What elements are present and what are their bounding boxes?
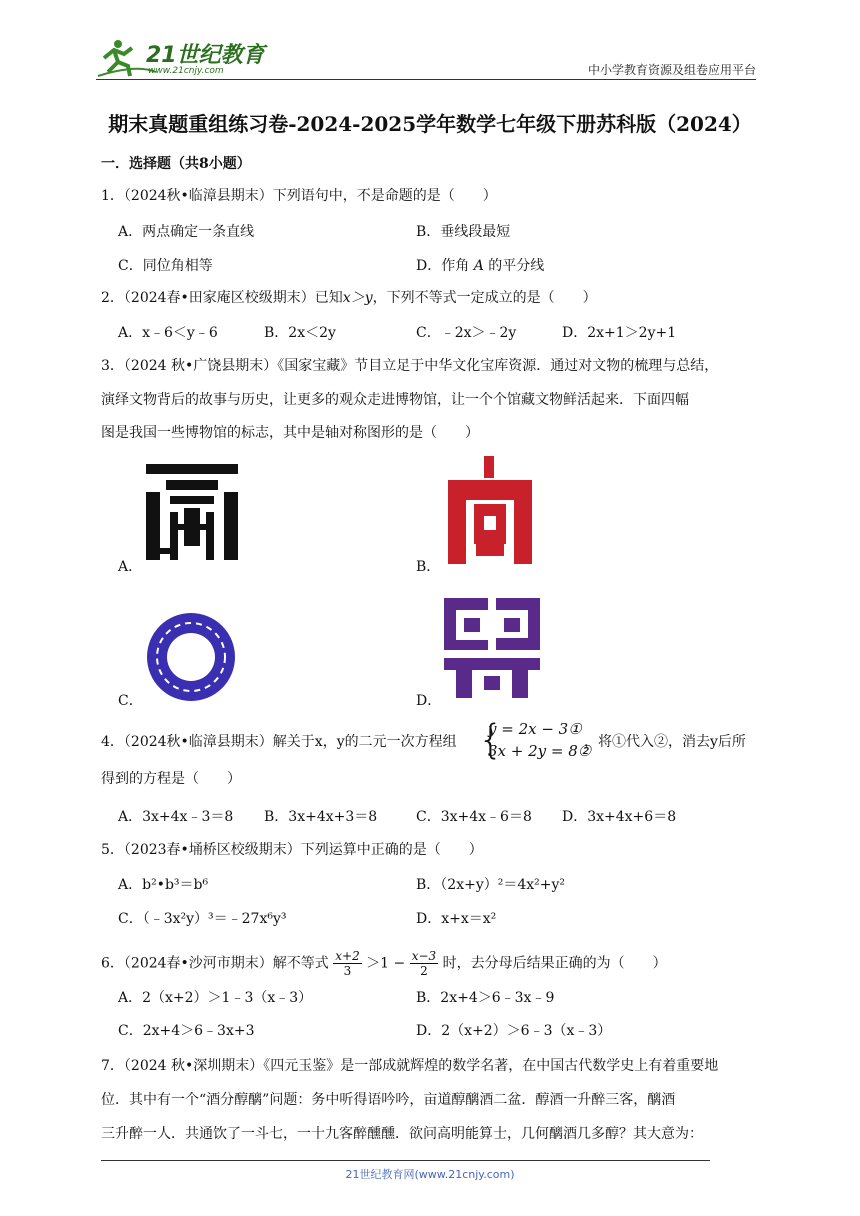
- q1-option-d: D．作角 A 的平分线: [416, 258, 545, 274]
- museum-logo-d-image: [444, 598, 540, 702]
- museum-logo-a-image: [146, 462, 238, 566]
- q2-option-d: D．2x+1＞2y+1: [562, 325, 677, 341]
- q5-option-d: D．x+x＝x²: [416, 911, 497, 927]
- question-2-stem: 2．（2024春•田家庵区校级期末）已知x＞y，下列不等式一定成立的是（ ）: [101, 290, 597, 306]
- q4-option-c: C．3x+4x﹣6＝8: [416, 809, 532, 825]
- q6-fraction-2: $\frac{x-3}{2}$: [411, 949, 437, 978]
- brace-icon: {: [478, 717, 504, 763]
- question-4-suffix: ，将①代入②，消去y后所: [584, 734, 746, 750]
- q6-option-d: D．2（x+2）＞6﹣3（x﹣3）: [416, 1023, 612, 1039]
- q3-option-b: B．: [416, 559, 441, 575]
- question-4-stem: 4．（2024秋•临漳县期末）解关于x，y的二元一次方程组: [101, 734, 457, 750]
- q4-eq1: y = 2x − 3①: [488, 720, 582, 738]
- question-3-line2: 演绎文物背后的故事与历史，让更多的观众走进博物馆，让一个个馆藏文物鲜活起来．下面四幅: [101, 392, 689, 408]
- q4-option-b: B．3x+4x+3＝8: [264, 809, 378, 825]
- question-3-line1: 3．（2024 秋•广饶县期末）《国家宝藏》节目立足于中华文化宝库资源．通过对文物的梳理与总结，: [101, 358, 719, 374]
- question-7-line3: 三升醉一人．共通饮了一斗七，一十九客醉醺醺．欲问高明能算士，几何醨酒几多醇？其大意为：: [101, 1126, 703, 1142]
- question-1-stem: 1．（2024秋•临漳县期末）下列语句中，不是命题的是（ ）: [101, 188, 497, 204]
- site-logo: [96, 36, 266, 80]
- q2-option-c: C．﹣2x＞﹣2y: [416, 325, 517, 341]
- q6-fraction-1: $\frac{x+2}{3}$: [335, 949, 360, 978]
- museum-logo-c-image: [144, 610, 238, 708]
- q3-option-c: C．: [118, 693, 143, 709]
- question-6-stem: 6．（2024春•沙河市期末）解不等式 $\frac{x+2}{3} >1$ − $\frac{x-3}{2}$ 时，去分母后结果正确的为（ ）: [101, 949, 667, 978]
- logo-text: 21世纪教育: [146, 43, 265, 68]
- question-7-line1: 7．（2024 秋•深圳期末）《四元玉鉴》是一部成就辉煌的数学名著，在中国古代数学史上有着重要地: [101, 1058, 719, 1074]
- question-3-line3: 图是我国一些博物馆的标志，其中是轴对称图形的是（ ）: [101, 425, 479, 441]
- q6-option-c: C．2x+4＞6﹣3x+3: [118, 1023, 255, 1039]
- q4-option-d: D．3x+4x+6＝8: [562, 809, 677, 825]
- section-heading: 一．选择题（共8小题）: [101, 156, 251, 172]
- q4-option-a: A．3x+4x﹣3＝8: [118, 809, 234, 825]
- q1-option-b: B．垂线段最短: [416, 224, 511, 240]
- q6-option-a: A．2（x+2）＞1﹣3（x﹣3）: [118, 990, 313, 1006]
- q4-eq2: 3x + 2y = 8②: [488, 742, 592, 760]
- q6-option-b: B．2x+4＞6﹣3x﹣9: [416, 990, 555, 1006]
- footer-link[interactable]: 21世纪教育网(www.21cnjy.com): [345, 1168, 515, 1181]
- q3-option-a: A．: [118, 559, 143, 575]
- q5-option-a: A．b²•b³＝b⁶: [118, 877, 209, 893]
- question-5-stem: 5．（2023春•埇桥区校级期末）下列运算中正确的是（ ）: [101, 842, 483, 858]
- header-tagline: 中小学教育资源及组卷应用平台: [587, 63, 756, 77]
- q5-option-b: B．（2x+y）²＝4x²+y²: [416, 877, 566, 893]
- footer-divider: [101, 1160, 710, 1161]
- museum-logo-b-image: [444, 456, 536, 572]
- question-4-line2: 得到的方程是（ ）: [101, 771, 241, 787]
- q1-option-c: C．同位角相等: [118, 258, 213, 274]
- page-title: 期末真题重组练习卷-2024-2025学年数学七年级下册苏科版（2024）: [108, 112, 752, 136]
- q2-option-a: A．x﹣6＜y﹣6: [118, 325, 218, 341]
- question-7-line2: 位．其中有一个“酒分醇醨”问题：务中听得语吟吟，亩道醇醨酒二盆．醇酒一升醉三客，醨酒: [101, 1092, 676, 1108]
- q5-option-c: C．（﹣3x²y）³＝﹣27x⁶y³: [118, 911, 287, 927]
- header-divider: [96, 79, 756, 80]
- logo-url: www.21cnjy.com: [148, 66, 224, 76]
- q3-option-d: D．: [416, 693, 442, 709]
- q1-option-a: A．两点确定一条直线: [118, 224, 255, 240]
- q2-option-b: B．2x＜2y: [264, 325, 336, 341]
